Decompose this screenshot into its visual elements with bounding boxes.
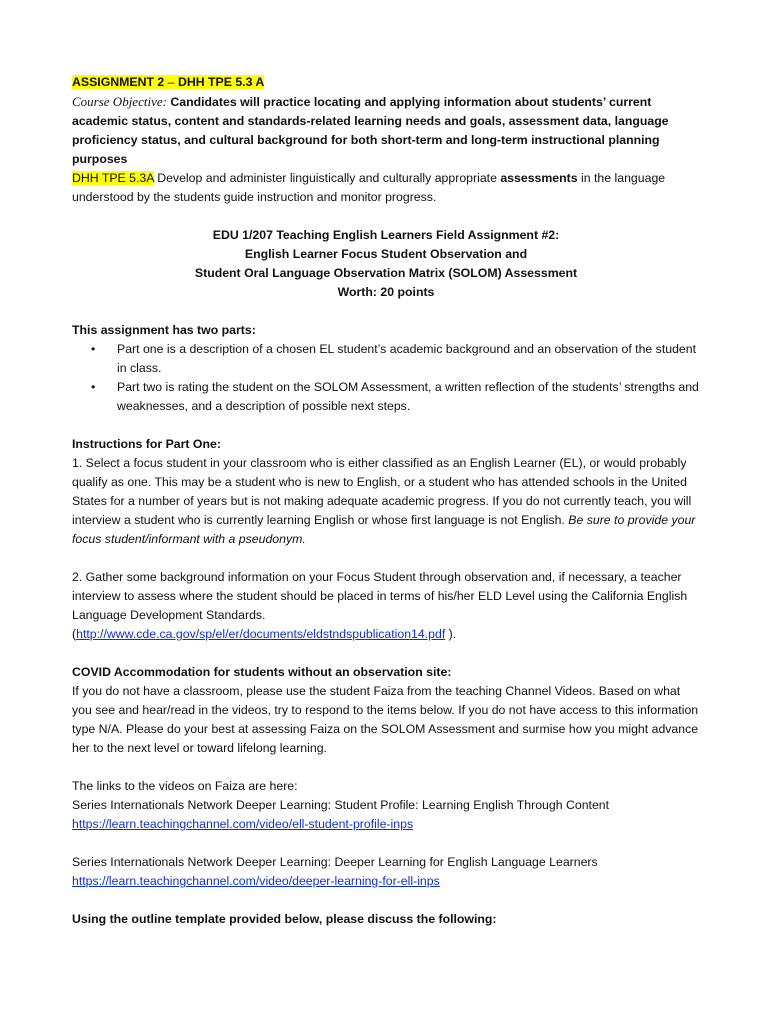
video-two-link[interactable]: https://learn.teachingchannel.com/video/deeper-learning-for-ell-inps [72,874,440,888]
part-one-description: Part one is a description of a chosen EL student’s academic background and an observation of the student in class. [117,342,697,375]
list-item [91,378,700,416]
title-line-4: Worth: 20 points [337,285,435,299]
video-two-title: Series Internationals Network Deeper Learning: Deeper Learning for English Language Learners [72,855,598,869]
bullet-icon: • [91,380,96,394]
video-one-link[interactable]: https://learn.teachingchannel.com/video/ell-student-profile-inps [72,817,414,831]
tpe-text-before: Develop and administer linguistically and culturally appropriate [153,171,501,185]
outline-heading: Using the outline template provided below, please discuss the following: [72,912,497,926]
parts-list [72,340,700,416]
assignment-header [72,73,700,92]
tpe-header-label: DHH TPE 5.3 A [177,75,265,89]
step-one [72,454,700,549]
header-dash: – [164,75,178,89]
objective-text: Candidates will practice locating and applying information about students’ current academic status, content and standards-related learning needs and goals, assessment data, language proficiency status, and cultural background for both short-term and long-term instructional planning purposes [72,95,669,166]
title-line-1: EDU 1/207 Teaching English Learners Field Assignment #2: [212,228,560,242]
tpe-bold-word: assessments [500,171,578,185]
list-item [91,340,700,378]
videos-intro: The links to the videos on Faiza are here: [72,779,298,793]
step-one-italic: Be sure to provide your focus student/informant with a pseudonym. [72,513,696,546]
course-objective [72,92,700,169]
assignment-label: ASSIGNMENT 2 [72,75,165,89]
parts-heading: This assignment has two parts: [72,323,256,337]
objective-label: Course Objective: [72,94,167,109]
step-two-open: ( [72,627,77,641]
title-block [72,226,700,302]
document-body [72,73,700,929]
step-one-text: 1. Select a focus student in your classroom who is either classified as an English Learner (EL), or would probably qualify as one. This may be a student who is new to English, or a student who has attended schools in the United States for a number of years but is not making adequate academic progress. If you do not currently teach, you will interview a student who is currently learning English or whose first language is not English. [72,456,692,527]
eld-standards-link[interactable]: http://www.cde.ca.gov/sp/el/er/documents/eldstndspublication14.pdf [76,627,446,641]
part-two-description: Part two is rating the student on the SOLOM Assessment, a written reflection of the students’ strengths and weaknesses, and a description of possible next steps. [117,380,699,413]
title-line-3: Student Oral Language Observation Matrix (SOLOM) Assessment [194,266,578,280]
step-two [72,568,700,644]
step-two-close: ). [445,627,457,641]
step-two-text: 2. Gather some background information on your Focus Student through observation and, if necessary, a teacher interview to assess where the student should be placed in terms of his/her ELD Level using the California English Language Development Standards. [72,570,688,622]
tpe-description [72,169,700,207]
covid-text: If you do not have a classroom, please use the student Faiza from the teaching Channel Videos. Based on what you see and hear/read in the videos, try to respond to the items below. If you do not have access to this information type N/A. Please do your best at assessing Faiza on the SOLOM Assessment and surmise how you might advance her to the next level or toward lifelong learning. [72,684,699,755]
title-line-2: English Learner Focus Student Observation and [244,247,528,261]
video-one-title: Series Internationals Network Deeper Learning: Student Profile: Learning English Through Content [72,798,610,812]
part-one-heading: Instructions for Part One: [72,437,221,451]
covid-heading: COVID Accommodation for students without an observation site: [72,665,452,679]
bullet-icon: • [91,342,96,356]
tpe-label: DHH TPE 5.3A [72,171,154,185]
tpe-text-after: in the language understood by the students guide instruction and monitor progress. [72,171,666,204]
